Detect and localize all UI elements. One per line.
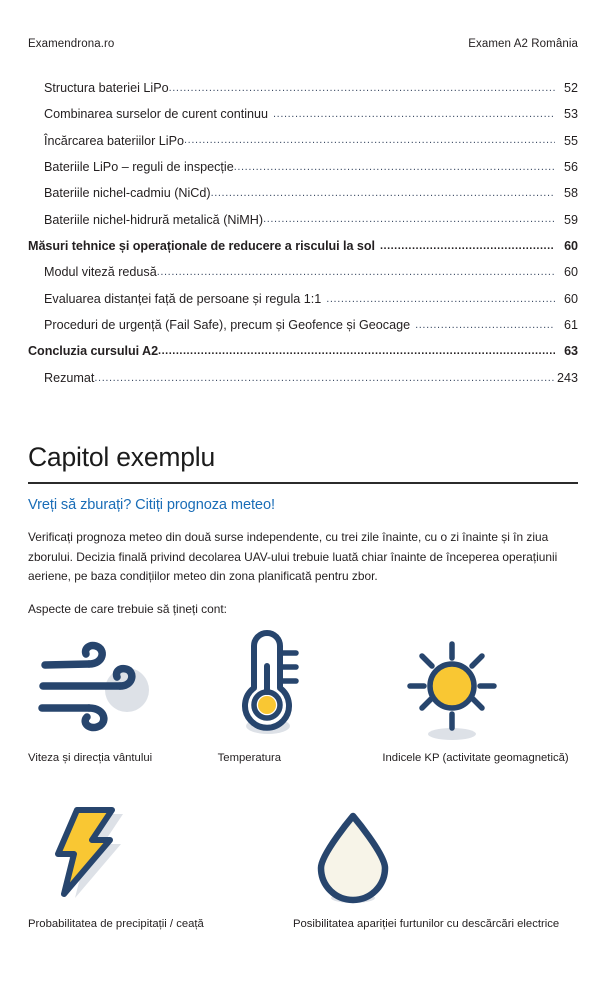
lightning-bolt-icon-wrap: [28, 794, 293, 902]
toc-entry[interactable]: [28, 266, 578, 280]
toc-entry-page: 61: [563, 318, 578, 333]
toc-leader-dots: [94, 373, 554, 384]
toc-leader-dots: [211, 188, 555, 199]
weather-factor-kp-index: [382, 626, 582, 766]
toc-entry-page: 55: [563, 133, 578, 148]
toc-entry-page: 63: [564, 344, 578, 359]
header-right-text: Examen A2 România: [468, 38, 578, 50]
toc-entry-title: Evaluarea distanței față de persoane și regula 1:1: [44, 291, 322, 306]
chapter-block: [28, 442, 578, 616]
toc-entry-title: Bateriile nichel-cadmiu (NiCd): [44, 186, 211, 201]
toc-entry-title: Combinarea surselor de curent continuu: [44, 107, 269, 122]
section-title: Vreți să zburați? Citiți prognoza meteo!: [28, 497, 275, 514]
toc-entry[interactable]: [28, 240, 578, 254]
toc-leader-dots: [380, 241, 555, 252]
toc-entry[interactable]: [28, 345, 578, 359]
toc-leader-dots: [273, 109, 555, 120]
header-left-text: Examendrona.ro: [28, 38, 115, 50]
toc-leader-dots: [326, 294, 555, 305]
weather-factor-precipitation: [28, 794, 293, 932]
toc-leader-dots: [234, 162, 555, 173]
toc-entry-page: 243: [556, 370, 578, 385]
toc-leader-dots: [158, 346, 555, 357]
toc-entry-title: Bateriile LiPo – reguli de inspecție: [44, 160, 234, 175]
toc-entry-title: Proceduri de urgență (Fail Safe), precum și Geofence și Geocage: [44, 318, 411, 333]
toc-entry-page: 58: [563, 186, 578, 201]
toc-leader-dots: [263, 215, 555, 226]
toc-entry-page: 56: [563, 160, 578, 175]
toc-entry[interactable]: [28, 319, 578, 333]
weather-factor-caption: Viteza și direcția vântului: [28, 752, 153, 764]
toc-leader-dots: [184, 136, 555, 147]
weather-factors-grid: [28, 620, 582, 932]
toc-entry-title: Bateriile nichel-hidrură metalică (NiMH): [44, 212, 264, 227]
toc-entry[interactable]: [28, 161, 578, 175]
chapter-title: Capitol exemplu: [28, 442, 216, 472]
toc-entry-page: 52: [563, 81, 578, 95]
sun-icon: [396, 638, 510, 744]
toc-entry-page: 60: [564, 239, 578, 254]
toc-entry-page: 59: [563, 212, 578, 227]
thermometer-icon: [228, 626, 304, 738]
toc-entry-page: 53: [563, 107, 578, 122]
weather-factor-caption: Posibilitatea apariției furtunilor cu descărcări electrice: [292, 918, 560, 931]
toc-entry[interactable]: [28, 108, 578, 122]
table-of-contents: [28, 82, 578, 398]
lightning-bolt-icon: [34, 802, 134, 902]
toc-leader-dots: [157, 267, 555, 278]
weather-factor-temperature: [218, 620, 383, 766]
page-running-header: [28, 38, 578, 50]
water-droplet-icon: [307, 810, 399, 910]
toc-entry[interactable]: [28, 214, 578, 228]
weather-factor-wind: [28, 620, 218, 766]
water-droplet-icon-wrap: [293, 802, 582, 910]
toc-entry[interactable]: [28, 293, 578, 307]
sun-icon-wrap: [382, 626, 582, 744]
toc-entry-page: 60: [563, 291, 578, 306]
toc-entry[interactable]: [28, 372, 578, 386]
weather-factors-row-2: [28, 794, 582, 932]
thermometer-icon-wrap: [218, 620, 383, 738]
toc-entry-title: Rezumat: [44, 370, 95, 385]
toc-entry-page: 60: [563, 265, 578, 280]
toc-leader-dots: [169, 83, 555, 94]
weather-factor-caption: Probabilitatea de precipitații / ceață: [28, 918, 204, 931]
weather-factor-storm: [293, 802, 582, 932]
toc-entry[interactable]: [28, 187, 578, 201]
weather-factor-caption: Indicele KP (activitate geomagnetică): [382, 752, 569, 764]
wind-icon-wrap: [28, 620, 218, 738]
toc-entry[interactable]: [28, 82, 578, 96]
toc-entry-title: Concluzia cursului A2: [28, 344, 159, 359]
toc-entry-title: Structura bateriei LiPo: [44, 81, 169, 95]
list-lead-in-text: Aspecte de care trebuie să țineți cont:: [28, 602, 227, 617]
weather-factors-row-1: [28, 620, 582, 766]
toc-entry-title: Măsuri tehnice și operaționale de reducere a riscului la sol: [28, 239, 375, 254]
chapter-divider: [28, 482, 578, 484]
weather-factor-caption: Temperatura: [217, 752, 282, 764]
wind-icon: [34, 634, 162, 738]
toc-leader-dots: [415, 320, 555, 331]
toc-entry-title: Încărcarea bateriilor LiPo: [44, 133, 185, 148]
body-paragraph: Verificați prognoza meteo din două surse independente, cu trei zile înainte, cu o zi înainte și în ziua zborului. Decizia finală privind decolarea UAV-ului trebuie luată chiar înainte de începerea operațiunii aeriene, pe baza condițiilor meteo din zona planificată pentru zbor.: [28, 530, 558, 583]
toc-entry-title: Modul viteză redusă: [44, 265, 157, 280]
toc-entry[interactable]: [28, 135, 578, 149]
